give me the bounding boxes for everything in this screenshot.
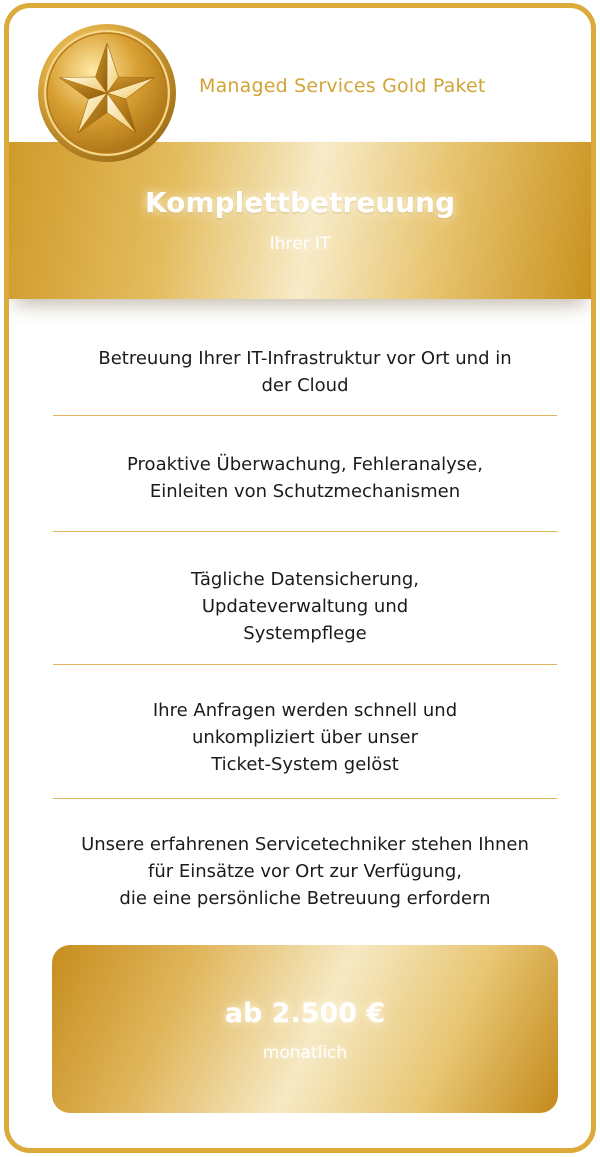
price-box	[52, 945, 558, 1113]
price-period: monatlich	[262, 1043, 348, 1063]
gold-star-medal-icon	[36, 22, 178, 164]
feature-item-3: Tägliche Datensicherung, Updateverwaltung und Systempflege	[190, 569, 419, 644]
feature-list	[53, 333, 557, 912]
package-title: Managed Services Gold Paket	[199, 75, 486, 97]
feature-item-5: Unsere erfahrenen Servicetechniker stehen Ihnen für Einsätze vor Ort zur Verfügung, die eine persönliche Betreuung erfordern	[81, 834, 529, 909]
gold-package-card	[4, 3, 596, 1153]
feature-item-4: Ihre Anfragen werden schnell und unkompliziert über unser Ticket-System gelöst	[152, 700, 458, 775]
feature-item-2: Proaktive Überwachung, Fehleranalyse, Einleiten von Schutzmechanismen	[127, 454, 483, 502]
banner-title: Komplettbetreuung	[144, 186, 456, 219]
banner-subtitle: Ihrer IT	[269, 234, 331, 254]
price-value: ab 2.500 €	[224, 998, 386, 1029]
banner	[9, 142, 591, 299]
feature-item-1: Betreuung Ihrer IT-Infrastruktur vor Ort und in der Cloud	[98, 348, 512, 396]
